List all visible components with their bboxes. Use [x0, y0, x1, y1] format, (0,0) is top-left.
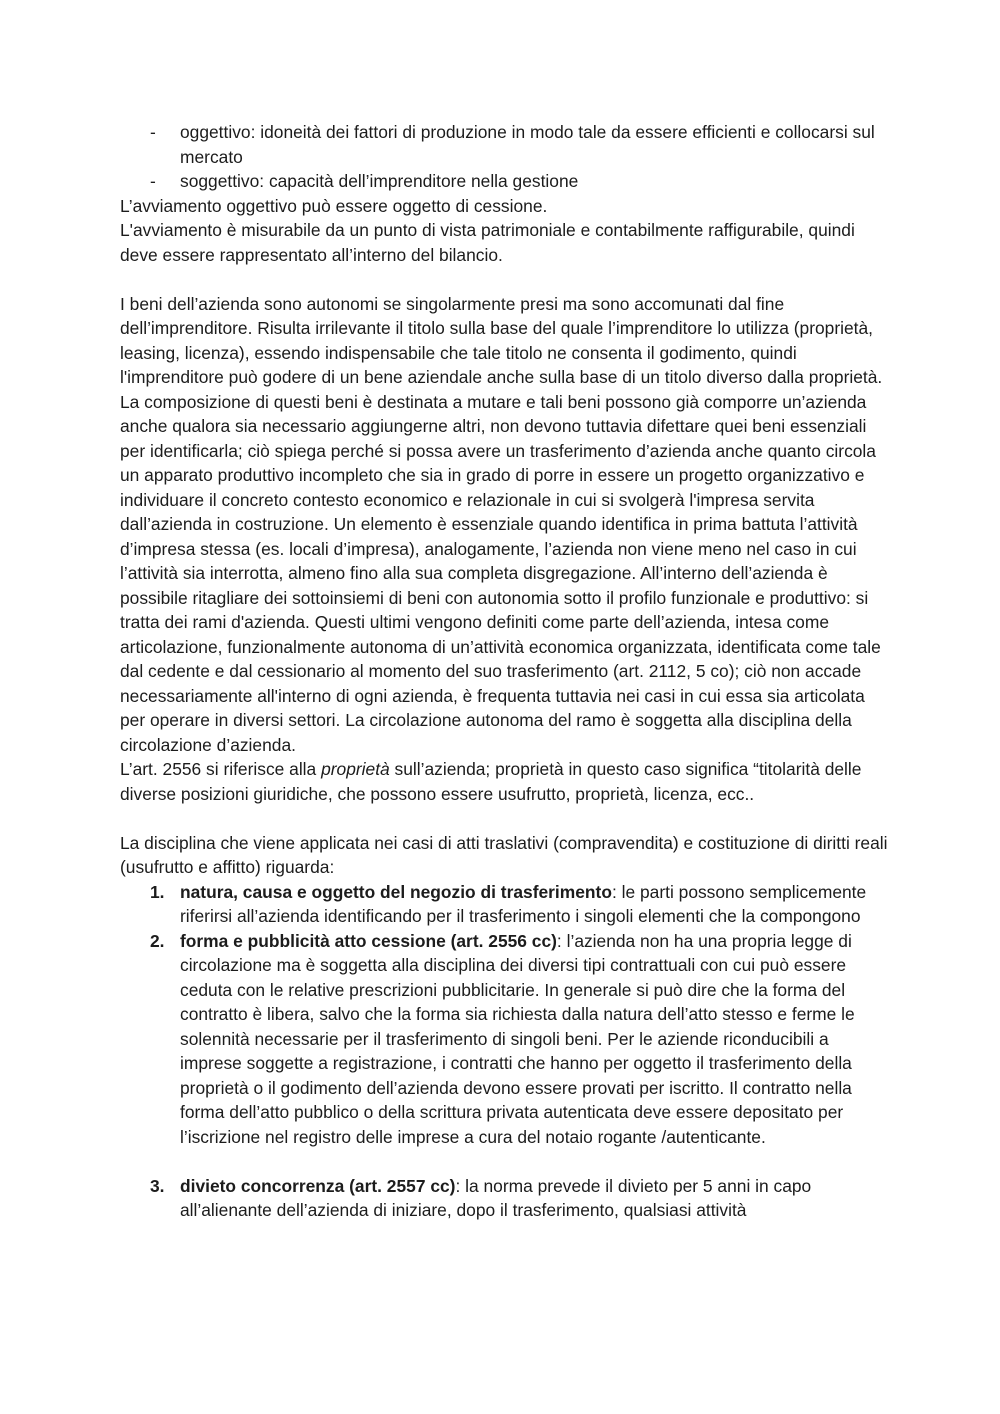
italic-term: proprietà	[321, 759, 390, 779]
paragraph-text: sull’azienda; proprietà in questo caso significa “titolarità delle diverse posizioni giuridiche, che possono essere usufrutto, proprietà, licenza, ecc..	[120, 759, 862, 804]
item-number: 3.	[150, 1175, 165, 1196]
item-heading: divieto concorrenza (art. 2557 cc)	[180, 1175, 456, 1196]
item-heading: forma e pubblicità atto cessione (art. 2556 cc)	[180, 930, 557, 951]
list-item-text: soggettivo: capacità dell’imprenditore nella gestione	[180, 171, 579, 191]
item-number: 2.	[150, 930, 165, 951]
paragraph-text: L’art. 2556 si riferisce alla	[120, 759, 322, 779]
paragraph-art-2556	[120, 757, 890, 806]
list-item	[120, 120, 890, 169]
item-text: : la norma prevede il divieto per 5 anni in capo all’alienante dell’azienda di iniziare, dopo il trasferimento, qualsiasi attività	[180, 1175, 812, 1220]
list-item-text: oggettivo: idoneità dei fattori di produzione in modo tale da essere efficienti e collocarsi sul mercato	[180, 122, 875, 167]
list-item	[120, 169, 890, 194]
numbered-item	[120, 880, 890, 929]
paragraph-avviamento-misurabile: L'avviamento è misurabile da un punto di vista patrimoniale e contabilmente raffigurabile, quindi deve essere rappresentato all’interno del bilancio.	[120, 220, 855, 265]
list-dash: -	[150, 122, 156, 142]
paragraph-spacer	[120, 1149, 890, 1174]
numbered-item	[120, 1174, 890, 1223]
numbered-item	[120, 929, 890, 1150]
paragraph-spacer	[120, 806, 890, 831]
item-text: : le parti possono semplicemente riferirsi all’azienda identificando per il trasferimento i singoli elementi che la compongono	[180, 881, 867, 926]
paragraph-avviamento-oggettivo: L’avviamento oggettivo può essere oggetto di cessione.	[120, 195, 548, 216]
item-heading: natura, causa e oggetto del negozio di trasferimento	[180, 881, 612, 902]
paragraph-beni-azienda: I beni dell’azienda sono autonomi se singolarmente presi ma sono accomunati dal fine dell’imprenditore. Risulta irrilevante il titolo sulla base del quale l’imprenditore lo utilizza (proprietà, leasing, licenza), essendo indispensabile che tale titolo ne consenta il godimento, quindi l'imprenditore può godere di un bene aziendale anche sulla base di un titolo diverso dalla proprietà. La composizione di questi beni è destinata a mutare e tali beni possono già comporre un’azienda anche qualora sia necessario aggiungerne altri, non devono tuttavia difettare quei beni essenziali per identificarla; ciò spiega perché si possa avere un trasferimento d’azienda anche quanto circola un apparato produttivo incompleto che sia in grado di porre in essere un progetto organizzativo e individuare il concreto contesto economico e relazionale in cui si svolgerà l'impresa servita dall’azienda in costruzione. Un elemento è essenziale quando identifica in prima battuta l’attività d’impresa stessa (es. locali d’impresa), analogamente, l’azienda non viene meno nel caso in cui l’attività sia interrotta, almeno fino alla sua completa disgregazione. All’interno dell’azienda è possibile ritagliare dei sottoinsiemi di beni con autonomia sotto il profilo funzionale e produttivo: si tratta dei rami d'azienda. Questi ultimi vengono definiti come parte dell’azienda, intesa come articolazione, funzionalmente autonoma di un’attività economica organizzata, identificata come tale dal cedente e dal cessionario al momento del suo trasferimento (art. 2112, 5 co); ciò non accade necessariamente all'interno di ogni azienda, è frequenta tuttavia nei casi in cui essa sia articolata per operare in diversi settori. La circolazione autonoma del ramo è soggetta alla disciplina della circolazione d’azienda.	[120, 293, 883, 755]
list-dash: -	[150, 171, 156, 191]
paragraph-spacer	[120, 267, 890, 292]
document-body	[120, 120, 890, 1223]
item-text: : l’azienda non ha una propria legge di circolazione ma è soggetta alla disciplina dei diversi tipi contrattuali con cui può essere ceduta con le relative prescrizioni pubblicitarie. In generale si può dire che la forma del contratto è libera, salvo che la forma sia richiesta dalla natura dell’atto stesso e ferme le solennità necessarie per il trasferimento di singoli beni. Per le aziende riconducibili a imprese soggette a registrazione, i contratti che hanno per oggetto il trasferimento della proprietà o il godimento dell’azienda devono essere provati per iscritto. Il contratto nella forma dell’atto pubblico o della scrittura privata autenticata deve essere depositato per l’iscrizione nel registro delle imprese a cura del notaio rogante /autenticante.	[180, 930, 855, 1147]
item-number: 1.	[150, 881, 165, 902]
paragraph-disciplina: La disciplina che viene applicata nei casi di atti traslativi (compravendita) e costituzione di diritti reali (usufrutto e affitto) riguarda:	[120, 832, 888, 877]
